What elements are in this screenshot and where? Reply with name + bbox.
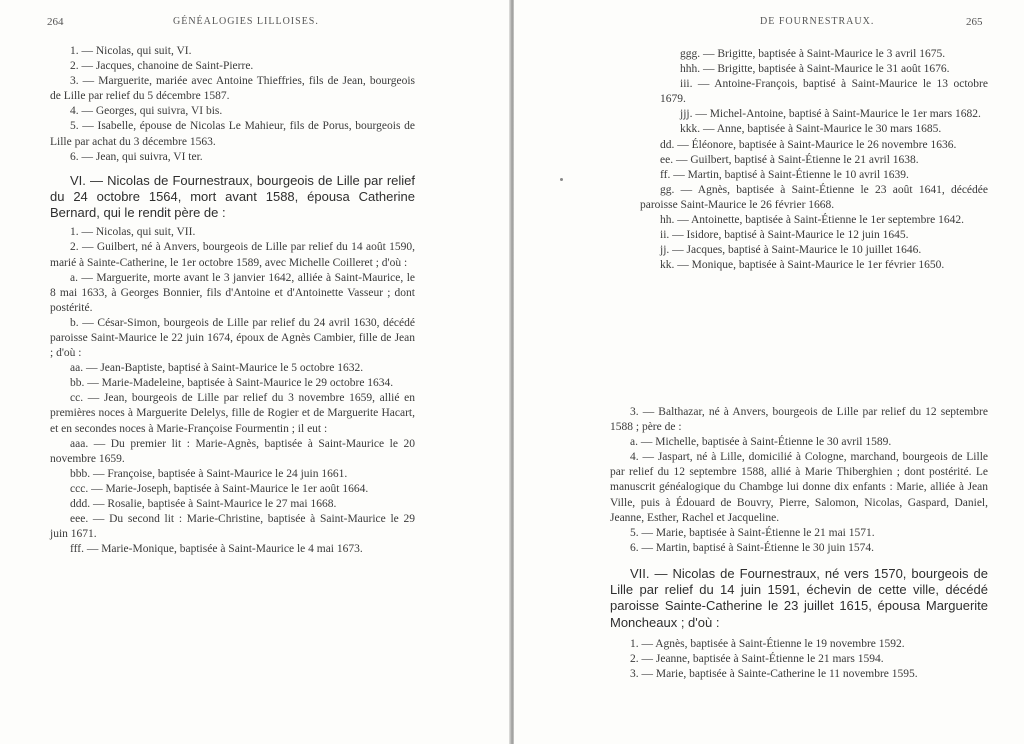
paragraph: ee. — Guilbert, baptisé à Saint-Étienne le 21 avril 1638. — [660, 153, 919, 166]
paragraph: ddd. — Rosalie, baptisée à Saint-Maurice le 27 mai 1668. — [70, 498, 337, 511]
paragraph: a. — Marguerite, morte avant le 3 janvier 1642, alliée à Saint-Maurice, le 8 mai 1633, à Georges Bonnier, fils d'Antoine et d'Antoinette Vasseur ; dont postérité. — [50, 271, 415, 314]
paragraph: 5. — Marie, baptisée à Saint-Étienne le 21 mai 1571. — [630, 526, 875, 539]
paragraph: hhh. — Brigitte, baptisée à Saint-Maurice le 31 août 1676. — [680, 63, 950, 76]
paragraph: gg. — Agnès, baptisée à Saint-Étienne le 23 août 1641, décédée paroisse Saint-Maurice le 26 février 1668. — [640, 183, 988, 211]
right-body-text-lower — [610, 405, 988, 682]
paragraph: ff. — Martin, baptisé à Saint-Étienne le 10 avril 1639. — [660, 168, 909, 181]
paragraph: 6. — Martin, baptisé à Saint-Étienne le 30 juin 1574. — [630, 541, 875, 554]
paragraph: jjj. — Michel-Antoine, baptisé à Saint-Maurice le 1er mars 1682. — [680, 108, 981, 121]
paragraph: 1. — Nicolas, qui suit, VI. — [70, 45, 192, 57]
paragraph: a. — Michelle, baptisée à Saint-Étienne le 30 avril 1589. — [630, 436, 892, 449]
speck-mark — [560, 178, 563, 181]
paragraph: 3. — Marie, baptisée à Sainte-Catherine le 11 novembre 1595. — [630, 667, 918, 680]
paragraph: 4. — Georges, qui suivra, VI bis. — [70, 105, 223, 118]
paragraph: 2. — Guilbert, né à Anvers, bourgeois de Lille par relief du 14 août 1590, marié à Sainte-Catherine, le 1er octobre 1589, avec Michelle Coilleret ; d'où : — [50, 241, 415, 269]
paragraph: eee. — Du second lit : Marie-Christine, baptisée à Saint-Maurice le 29 juin 1671. — [50, 513, 415, 541]
paragraph: b. — César-Simon, bourgeois de Lille par relief du 24 avril 1630, décédé paroisse Saint-Maurice le 22 juin 1674, époux de Agnès Cambier, fille de Jean ; d'où : — [50, 316, 415, 360]
right-body-text — [620, 47, 988, 273]
paragraph: kk. — Monique, baptisée à Saint-Maurice le 1er février 1650. — [660, 259, 945, 272]
paragraph: 3. — Balthazar, né à Anvers, bourgeois de Lille par relief du 12 septembre 1588 ; père de : — [610, 406, 988, 434]
paragraph: bbb. — Françoise, baptisée à Saint-Maurice le 24 juin 1661. — [70, 467, 348, 480]
paragraph: iii. — Antoine-François, baptisé à Saint-Maurice le 13 octobre 1679. — [660, 78, 988, 106]
paragraph: fff. — Marie-Monique, baptisée à Saint-Maurice le 4 mai 1673. — [70, 543, 363, 556]
paragraph: dd. — Éléonore, baptisée à Saint-Maurice le 26 novembre 1636. — [660, 138, 957, 151]
paragraph: aaa. — Du premier lit : Marie-Agnès, baptisée à Saint-Maurice le 20 novembre 1659. — [50, 437, 415, 465]
paragraph: 1. — Agnès, baptisée à Saint-Étienne le 19 novembre 1592. — [630, 637, 905, 650]
paragraph: 5. — Isabelle, épouse de Nicolas Le Mahieur, fils de Porus, bourgeois de Lille par achat du 3 décembre 1563. — [50, 120, 415, 148]
section-heading-vi: VI. — Nicolas de Fournestraux, bourgeois de Lille par relief du 24 octobre 1564, mort avant 1588, épousa Catherine Bernard, qui le rendit père de : — [50, 172, 415, 221]
paragraph: bb. — Marie-Madeleine, baptisée à Saint-Maurice le 29 octobre 1634. — [70, 377, 394, 390]
section-heading-vii: VII. — Nicolas de Fournestraux, né vers 1570, bourgeois de Lille par relief du 14 juin 1591, échevin de cette ville, décédé paroisse Sainte-Catherine le 23 juillet 1615, épousa Marguerite Moncheaux ; d'où : — [610, 565, 988, 630]
paragraph: jj. — Jacques, baptisé à Saint-Maurice le 10 juillet 1646. — [660, 244, 922, 257]
paragraph: 3. — Marguerite, mariée avec Antoine Thieffries, fils de Jean, bourgeois de Lille par relief du 5 décembre 1587. — [50, 75, 415, 103]
left-page-number: 264 — [47, 16, 64, 28]
right-page — [514, 0, 1024, 744]
paragraph: 1. — Nicolas, qui suit, VII. — [70, 226, 196, 239]
right-running-head: DE FOURNESTRAUX. — [760, 16, 875, 27]
paragraph: ggg. — Brigitte, baptisée à Saint-Maurice le 3 avril 1675. — [680, 48, 946, 60]
paragraph: 4. — Jaspart, né à Lille, domicilié à Cologne, marchand, bourgeois de Lille par relief du 12 septembre 1588, allié à Marie Thiberghien ; dont postérité. Le manuscrit généalogique du Chambge lui donne dix enfants : Marie, alliée à Jean Ville, puis à Édouard de Bouvry, Pierre, Salomon, Nicolas, Gaspard, Daniel, Jeanne, Esther, Rachel et Jacqueline. — [610, 451, 988, 524]
paragraph: ccc. — Marie-Joseph, baptisée à Saint-Maurice le 1er août 1664. — [70, 482, 369, 495]
paragraph: aa. — Jean-Baptiste, baptisé à Saint-Maurice le 5 octobre 1632. — [70, 362, 364, 375]
left-body-text — [50, 44, 415, 557]
left-page — [0, 0, 510, 744]
right-page-number: 265 — [966, 16, 983, 28]
paragraph: kkk. — Anne, baptisée à Saint-Maurice le 30 mars 1685. — [680, 123, 942, 136]
paragraph: hh. — Antoinette, baptisée à Saint-Étienne le 1er septembre 1642. — [660, 214, 965, 227]
paragraph: 2. — Jacques, chanoine de Saint-Pierre. — [70, 60, 254, 73]
paragraph: 2. — Jeanne, baptisée à Saint-Étienne le 21 mars 1594. — [630, 652, 884, 665]
left-running-head: GÉNÉALOGIES LILLOISES. — [173, 16, 319, 27]
paragraph: cc. — Jean, bourgeois de Lille par relief du 3 novembre 1659, allié en premières noces à Marguerite Delelys, fille de Rogier et de Marguerite Hacart, et en secondes noces à Marie-Françoise Fourmentin ; il eut : — [50, 392, 415, 435]
paragraph: ii. — Isidore, baptisé à Saint-Maurice le 12 juin 1645. — [660, 229, 909, 242]
paragraph: 6. — Jean, qui suivra, VI ter. — [70, 150, 203, 163]
